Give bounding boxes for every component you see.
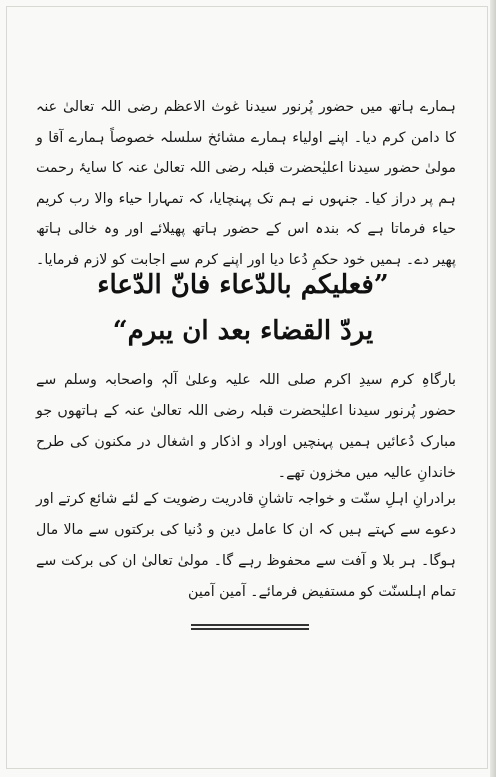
hadith-line-1: ”فعلیکم بالدّعاء فانّ الدّعاء (97, 270, 389, 300)
hadith-line-2: یردّ القضاء بعد ان یبرم“ (112, 316, 374, 346)
arabic-hadith-quote (30, 262, 456, 354)
paragraph-blessings: بارگاہِ کرم سیدِ اکرم صلی اللہ علیہ وعلیٰ آلہٖ واصحابہ وسلم سے حضور پُرنور سیدنا اعلیٰحضرت قبلہ رضی اللہ تعالیٰ عنہ کے ہاتھوں جو مبارک دُعائیں ہمیں پہنچیں اوراد و اذکار و اشغال در مکنون کی طرح خاندانِ عالیہ میں مخزون تھے۔ (36, 372, 456, 481)
divider-line-top (191, 624, 309, 626)
paragraph-publication: برادرانِ اہلِ سنّت و خواجہ تاشانِ قادریت رضویت کے لئے شائع کرتے اور دعوے سے کہتے ہیں کہ ان کا عامل دین و دُنیا کی برکتوں سے مالا مال ہوگا۔ ہر بلا و آفت سے محفوظ رہے گا۔ مولیٰ تعالیٰ ان کی برکت سے تمام اہلسنّت کو مستفیض فرمائے۔ آمین آمین (36, 491, 456, 600)
paragraph-opening: ہمارے ہاتھ میں حضور پُرنور سیدنا غوث الاعظم رضی اللہ تعالیٰ عنہ کا دامن کرم دیا۔ اپنے اولیاء ہمارے مشائخ سلسلہ خصوصاً ہمارے آقا و مولیٰ حضور سیدنا اعلیٰحضرت قبلہ رضی اللہ تعالیٰ عنہ کا سایۂ رحمت ہم پر دراز کیا۔ جنہوں نے ہم تک پہنچایا، کہ تمہارا حیاء والا رب کریم حیاء فرماتا ہے کہ بندہ اس کے حضور ہاتھ پھیلائے اور وہ خالی ہاتھ پھیر دے۔ ہمیں خود حکمِ دُعا دیا اور اپنے کرم سے اجابت کو لازم فرمایا۔ (36, 99, 456, 268)
page-edge (490, 0, 496, 777)
section-divider (191, 624, 309, 630)
divider-line-bottom (191, 628, 309, 630)
